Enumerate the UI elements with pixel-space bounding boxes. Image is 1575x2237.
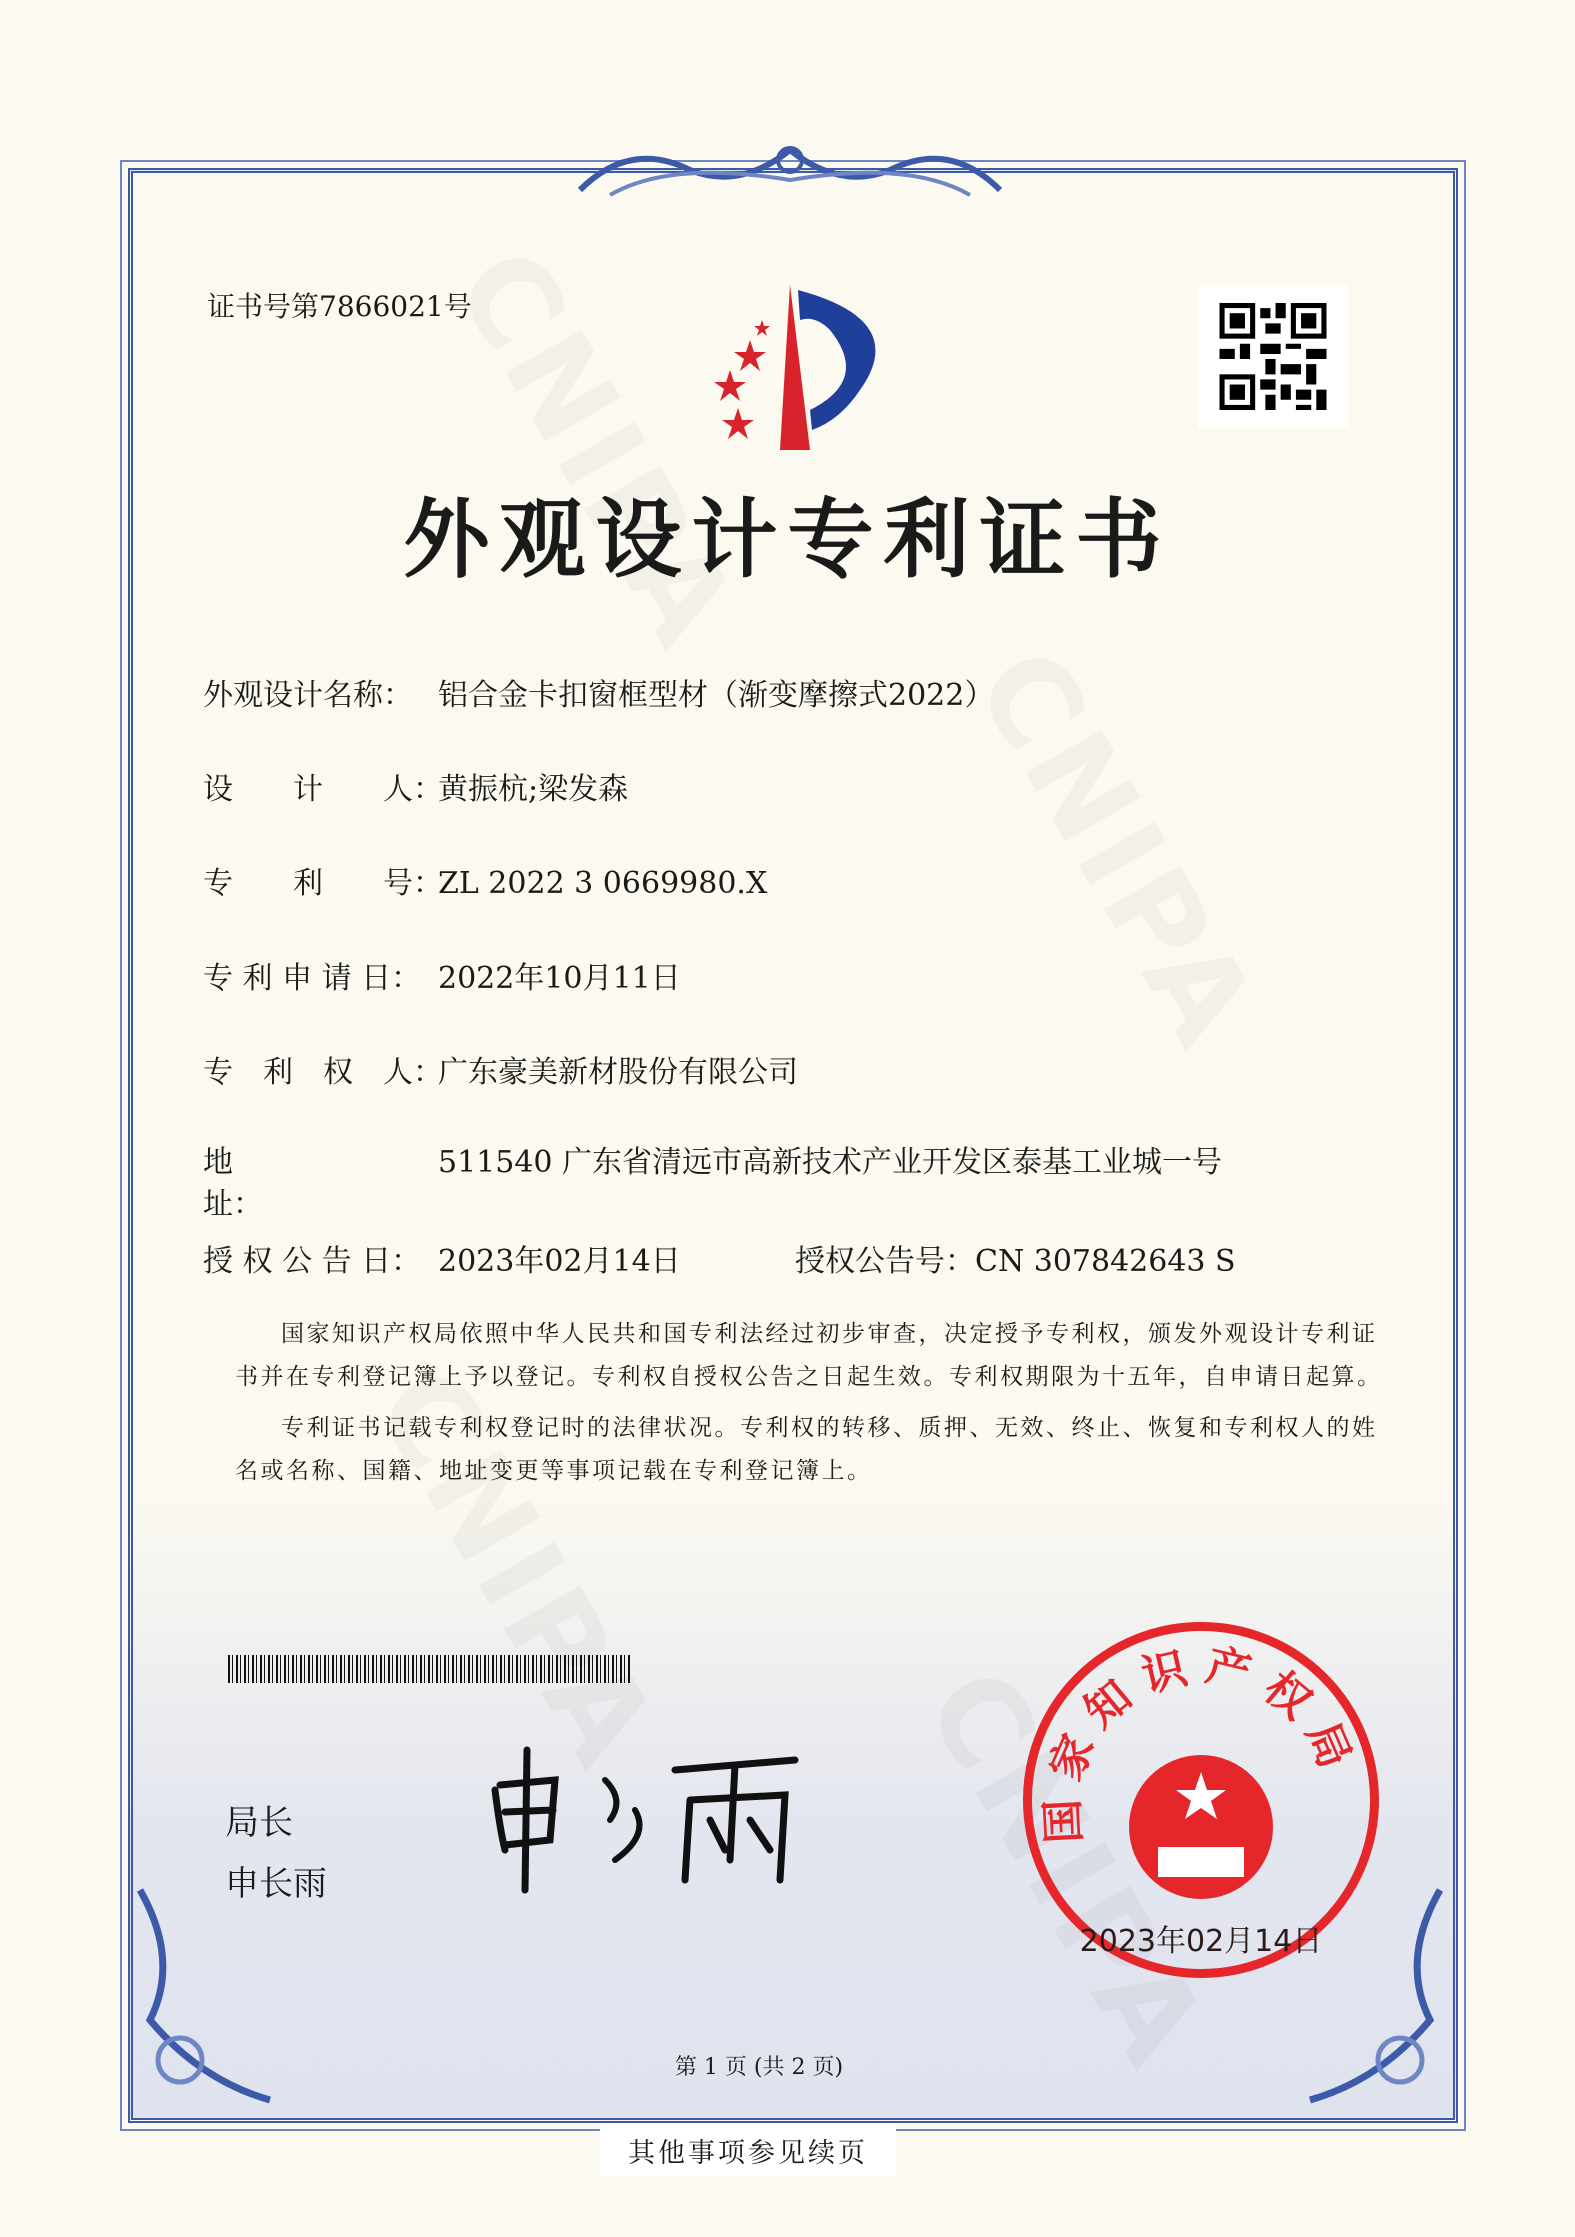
- qr-code: [1198, 285, 1348, 428]
- field-designer: 设 计 人：黄振杭;梁发森: [203, 772, 629, 807]
- page-indicator: 第 1 页 (共 2 页): [674, 2055, 844, 2080]
- field-address: 地 址： 511540 广东省清远市高新技术产业开发区泰基工业城一号: [203, 1145, 1223, 1222]
- ornament-bottom-left: [120, 1880, 280, 2120]
- svg-text:国家知识产权局: 国家知识产权局: [1036, 1639, 1366, 1845]
- footer-note: 其他事项参见续页: [600, 2125, 896, 2176]
- certificate-number: 证书号第7866021号: [207, 290, 472, 323]
- field-design-name: 外观设计名称： 铝合金卡扣窗框型材（渐变摩擦式2022）: [203, 678, 995, 713]
- signature: [485, 1740, 815, 1900]
- field-announcement-number: 授权公告号：CN 307842643 S: [795, 1244, 1236, 1279]
- field-filing-date: 专 利 申 请 日： 2022年10月11日: [203, 961, 681, 996]
- director-title: 局长: [225, 1803, 293, 1843]
- ornament-top: [570, 130, 1010, 210]
- field-patentee: 专 利 权 人：广东豪美新材股份有限公司: [203, 1055, 798, 1090]
- seal-date: 2023年02月14日: [1079, 1924, 1323, 1959]
- legal-text: 国家知识产权局依照中华人民共和国专利法经过初步审查，决定授予专利权，颁发外观设计专利证书并在专利登记簿上予以登记。专利权自授权公告之日起生效。专利权期限为十五年，自申请日起算。 专利证书记载专利权登记时的法律状况。专利权的转移、质押、无效、终止、恢复和专利权人的姓名或名称、国籍、地址变更等事项记载在专利登记簿上。: [235, 1321, 1383, 1484]
- director-name: 申长雨: [225, 1864, 327, 1904]
- field-patent-number: 专 利 号：ZL 2022 3 0669980.X: [203, 866, 768, 901]
- field-grant-date: 授 权 公 告 日： 2023年02月14日: [203, 1244, 681, 1279]
- barcode: [228, 1655, 631, 1683]
- document-title: 外观设计专利证书: [403, 490, 1172, 590]
- cnipa-logo: [680, 280, 920, 455]
